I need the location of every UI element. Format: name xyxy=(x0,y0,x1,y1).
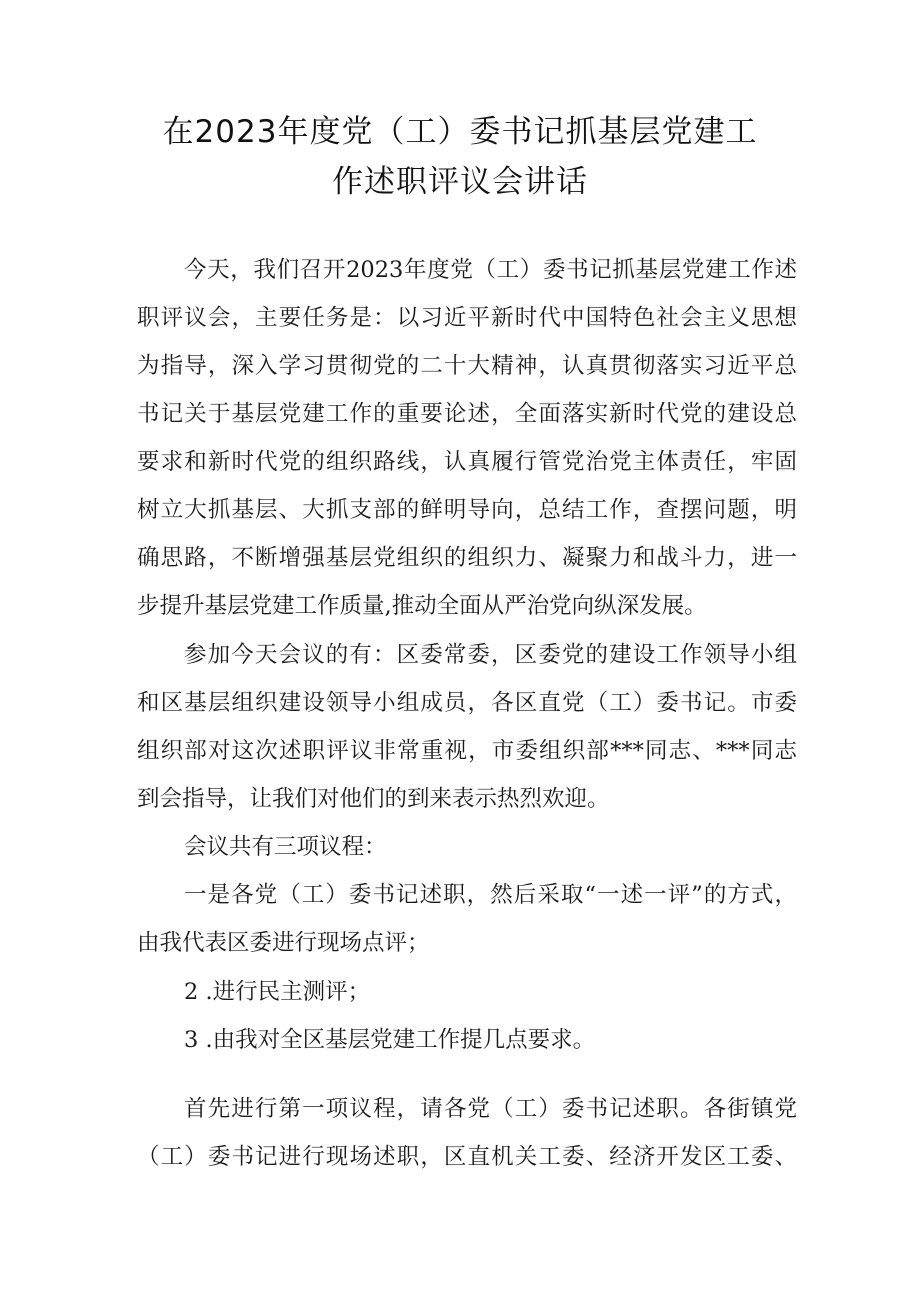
paragraph-line: 和区基层组织建设领导小组成员，各区直党（工）委书记。市委 xyxy=(137,690,797,716)
paragraph-line: 今天，我们召开2023年度党（工）委书记抓基层党建工作述 xyxy=(184,257,797,283)
paragraph-line: 书记关于基层党建工作的重要论述，全面落实新时代党的建设总 xyxy=(137,401,797,427)
agenda-item-2: 2 .进行民主测评； xyxy=(184,979,371,1005)
paragraph-line: 要求和新时代党的组织路线，认真履行管党治党主体责任，牢固 xyxy=(137,449,797,475)
paragraph-line: 组织部对这次述职评议非常重视，市委组织部***同志、***同志 xyxy=(137,738,797,764)
agenda-item-1: 一是各党（工）委书记述职，然后采取“一述一评”的方式， xyxy=(184,882,797,908)
paragraph-line: 首先进行第一项议程，请各党（工）委书记述职。各街镇党 xyxy=(184,1096,797,1122)
paragraph-line: 步提升基层党建工作质量,推动全面从严治党向纵深发展。 xyxy=(137,593,707,619)
document-title-line-1: 在2023年度党（工）委书记抓基层党建工 xyxy=(162,114,758,150)
agenda-item-1-continued: 由我代表区委进行现场点评； xyxy=(137,930,430,956)
paragraph-line: （工）委书记进行现场述职，区直机关工委、经济开发区工委、 xyxy=(137,1144,797,1170)
document-title-line-2: 作述职评议会讲话 xyxy=(332,164,588,200)
paragraph-line: 职评议会，主要任务是：以习近平新时代中国特色社会主义思想 xyxy=(137,305,797,331)
paragraph-line: 参加今天会议的有：区委常委，区委党的建设工作领导小组 xyxy=(184,642,797,668)
paragraph-line: 树立大抓基层、大抓支部的鲜明导向，总结工作，查摆问题，明 xyxy=(137,497,797,523)
agenda-heading: 会议共有三项议程： xyxy=(184,834,387,860)
paragraph-line: 确思路，不断增强基层党组织的组织力、凝聚力和战斗力，进一 xyxy=(137,545,797,571)
agenda-item-3: 3 .由我对全区基层党建工作提几点要求。 xyxy=(184,1027,596,1053)
paragraph-line: 到会指导，让我们对他们的到来表示热烈欢迎。 xyxy=(137,786,610,812)
paragraph-line: 为指导，深入学习贯彻党的二十大精神，认真贯彻落实习近平总 xyxy=(137,353,797,379)
